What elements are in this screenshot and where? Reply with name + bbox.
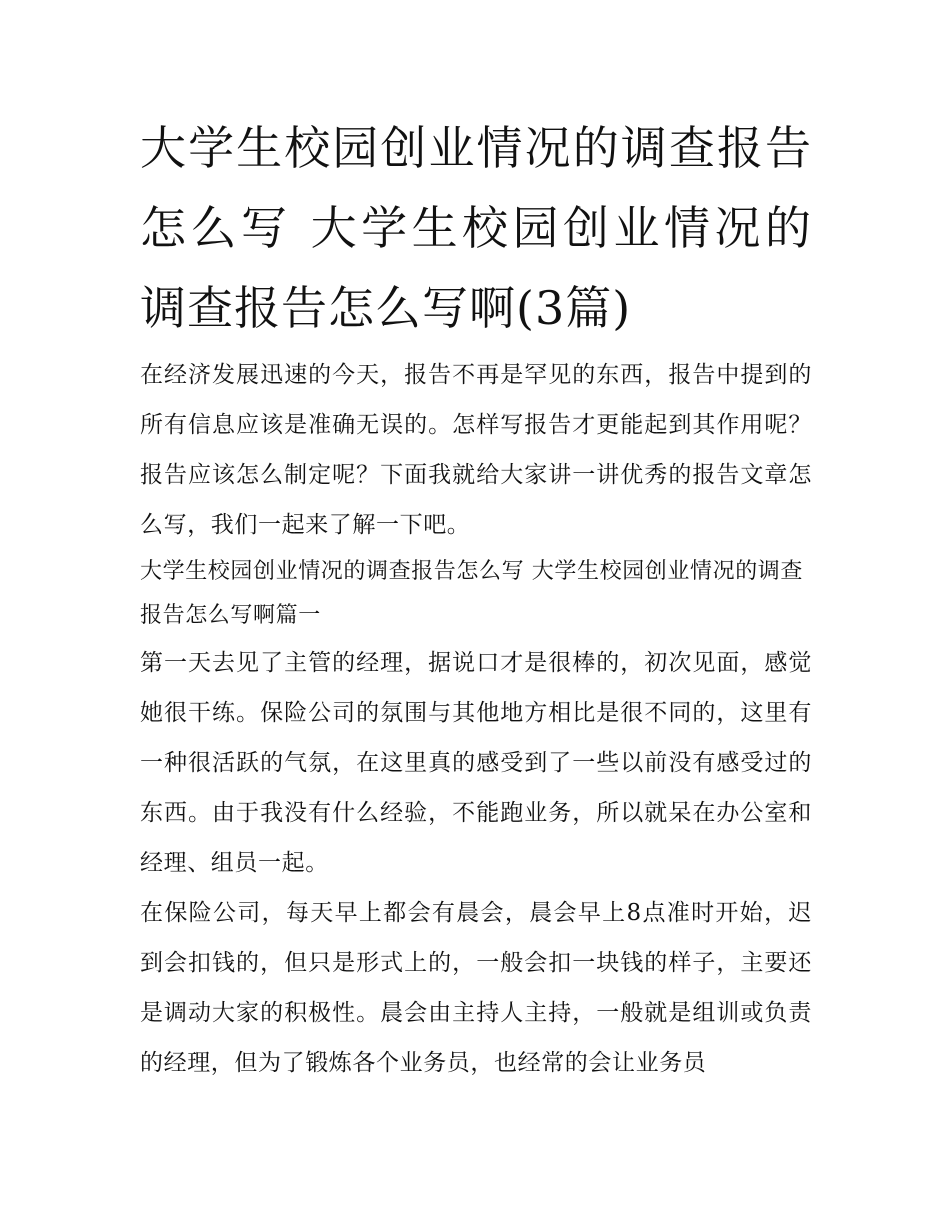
- document-page: [140, 108, 812, 1088]
- document-title: 大学生校园创业情况的调查报告怎么写 大学生校园创业情况的调查报告怎么写啊(3篇): [140, 121, 812, 335]
- section-heading: 大学生校园创业情况的调查报告怎么写 大学生校园创业情况的调查报告怎么写啊篇一: [140, 559, 803, 628]
- body-paragraph: 第一天去见了主管的经理，据说口才是很棒的，初次见面，感觉她很干练。保险公司的氛围与其他地方相比是很不同的，这里有一种很活跃的气氛，在这里真的感受到了一些以前没有感受过的东西。由于我没有什么经验，不能跑业务，所以就呆在办公室和经理、组员一起。: [140, 650, 812, 876]
- body-paragraph: 在保险公司，每天早上都会有晨会，晨会早上8点准时开始，迟到会扣钱的，但只是形式上的，一般会扣一块钱的样子，主要还是调动大家的积极性。晨会由主持人主持，一般就是组训或负责的经理，但为了锻炼各个业务员，也经常的会让业务员: [140, 900, 812, 1076]
- intro-paragraph: 在经济发展迅速的今天，报告不再是罕见的东西，报告中提到的所有信息应该是准确无误的。怎样写报告才更能起到其作用呢？报告应该怎么制定呢？下面我就给大家讲一讲优秀的报告文章怎么写，我们一起来了解一下吧。: [140, 362, 812, 538]
